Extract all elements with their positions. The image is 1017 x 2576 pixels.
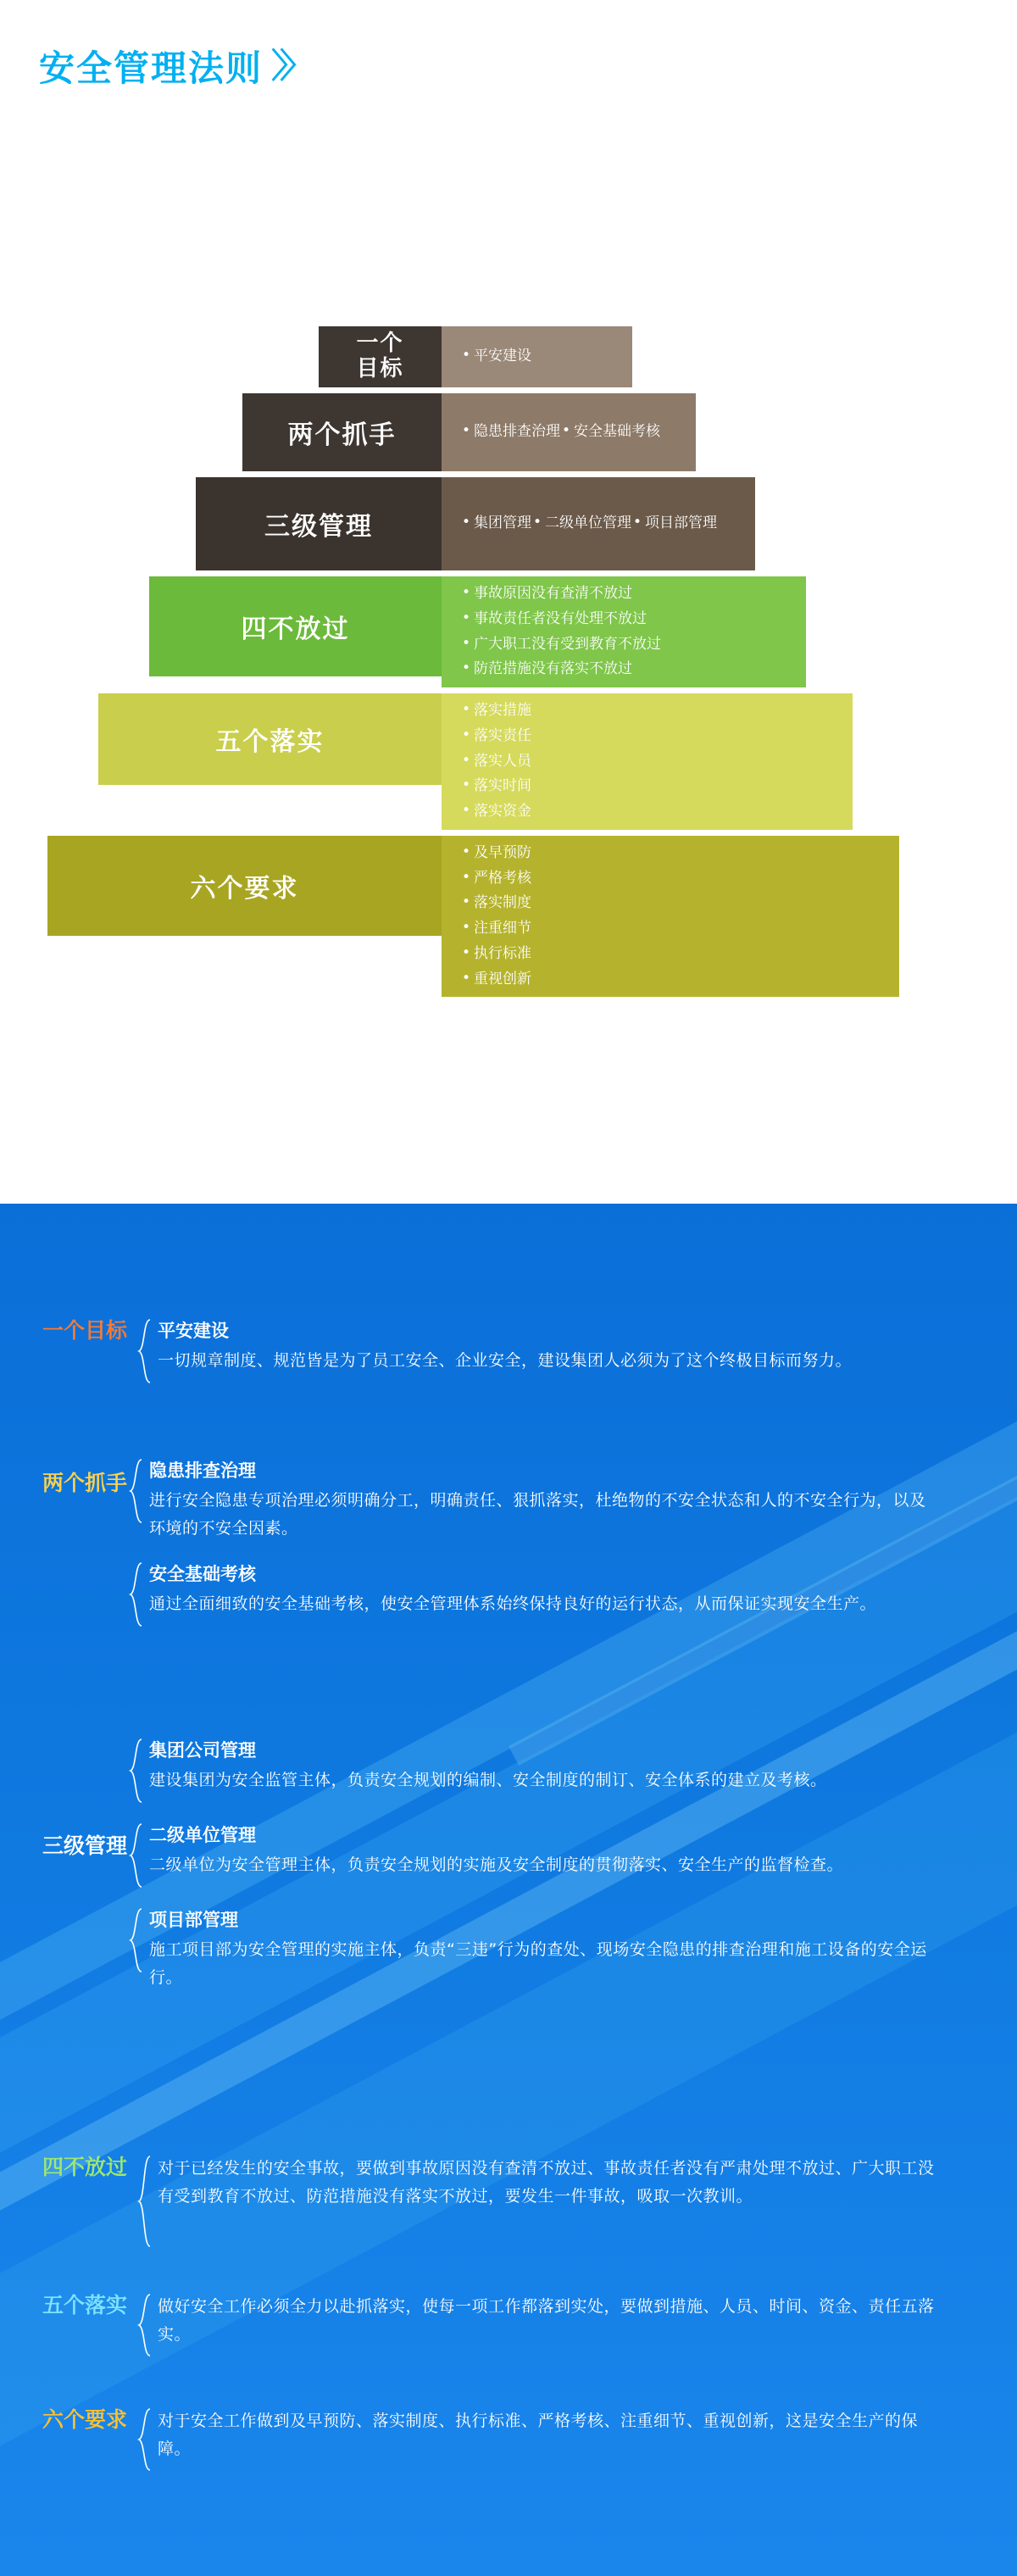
detail-text: 二级单位为安全管理主体，负责安全规划的实施及安全制度的贯彻落实、安全生产的监督检查。 <box>149 1855 844 1874</box>
brace-icon <box>127 1907 146 1973</box>
brace-icon <box>136 1318 154 1384</box>
detail-two-handles <box>0 1458 1017 1646</box>
pyramid-row-label <box>319 326 442 387</box>
detail-body <box>154 2293 946 2350</box>
detail-body <box>154 1318 852 1375</box>
list-item: • 执行标准 <box>460 942 671 967</box>
brace-icon <box>127 1561 146 1627</box>
list-item: • 注重细节 <box>460 916 671 942</box>
detail-body <box>146 1907 937 1992</box>
detail-text: 一切规章制度、规范皆是为了员工安全、企业安全，建设集团人必须为了这个终极目标而努力。 <box>158 1350 853 1370</box>
list-item: • 集团管理 <box>460 511 531 537</box>
list-item: • 及早预防 <box>460 841 671 866</box>
pyramid-row <box>319 326 1017 387</box>
detail-title: 项目部管理 <box>149 1910 238 1930</box>
detail-text: 对于安全工作做到及早预防、落实制度、执行标准、严格考核、注重细节、重视创新，这是安全生产的保障。 <box>158 2412 919 2459</box>
list-item: • 落实时间 <box>460 774 661 799</box>
brace-icon <box>136 2293 154 2357</box>
detail-key: 四不放过 <box>42 2155 127 2179</box>
detail-subitem <box>0 1822 1017 1889</box>
pyramid-row <box>149 576 1017 687</box>
detail-key: 五个落实 <box>42 2293 127 2317</box>
list-item: • 安全基础考核 <box>560 420 660 445</box>
detail-body <box>154 2155 946 2212</box>
detail-title: 平安建设 <box>158 1321 229 1341</box>
pyramid-row-items <box>442 326 632 387</box>
pyramid-row <box>196 477 1017 570</box>
pyramid-row <box>242 393 1017 471</box>
page-title-text: 安全管理法则 <box>39 47 264 89</box>
pyramid-row <box>98 693 1017 830</box>
detail-subitem <box>0 1738 1017 1804</box>
detail-text: 进行安全隐患专项治理必须明确分工，明确责任、狠抓落实，杜绝物的不安全状态和人的不安全行为，以及环境的不安全因素。 <box>149 1490 926 1538</box>
detail-title: 隐患排查治理 <box>149 1460 256 1481</box>
list-item: • 落实资金 <box>460 799 661 825</box>
list-item: • 事故责任者没有处理不放过 <box>460 607 647 632</box>
detail-three-levels <box>0 1738 1017 2011</box>
brace-icon <box>136 2407 154 2472</box>
list-item: • 二级单位管理 <box>531 511 631 537</box>
detail-body <box>146 1561 876 1618</box>
detail-text: 建设集团为安全监管主体，负责安全规划的编制、安全制度的制订、安全体系的建立及考核。 <box>149 1770 827 1789</box>
list-item: • 事故原因没有查清不放过 <box>460 581 632 607</box>
detail-title: 集团公司管理 <box>149 1740 256 1761</box>
detail-key: 六个要求 <box>42 2407 127 2432</box>
list-item: • 防范措施没有落实不放过 <box>460 657 632 682</box>
pyramid-row-label: 六个要求 <box>47 836 442 936</box>
list-item: • 重视创新 <box>460 967 671 993</box>
pyramid-row-items <box>442 477 755 570</box>
pyramid-row-label-line2: 目标 <box>356 356 404 381</box>
detail-text: 施工项目部为安全管理的实施主体，负责“三违”行为的查处、现场安全隐患的排查治理和施工设备的安全运行。 <box>149 1939 927 1987</box>
brace-icon <box>136 2155 154 2248</box>
list-item: • 项目部管理 <box>631 511 717 537</box>
list-item: • 落实责任 <box>460 724 661 749</box>
detail-four-no-pass <box>0 2155 946 2248</box>
detail-five-implement <box>0 2293 946 2357</box>
pyramid-row-items <box>442 576 806 687</box>
pyramid-section <box>0 0 1017 1204</box>
detail-key: 一个目标 <box>42 1318 127 1343</box>
pyramid-diagram <box>0 326 1017 1003</box>
detail-body <box>154 2407 946 2464</box>
pyramid-row-label-line1: 一个 <box>356 331 404 357</box>
detail-title: 安全基础考核 <box>149 1564 256 1584</box>
list-item: • 落实制度 <box>460 891 671 916</box>
detail-subitem <box>0 1561 1017 1627</box>
detail-key: 两个抓手 <box>42 1471 127 1495</box>
detail-subitem <box>0 1458 1017 1543</box>
details-section <box>0 1204 1017 2576</box>
detail-body <box>146 1458 937 1543</box>
brace-icon <box>127 1738 146 1804</box>
pyramid-row <box>47 836 1017 998</box>
list-item: • 落实人员 <box>460 749 661 775</box>
detail-text: 做好安全工作必须全力以赴抓落实，使每一项工作都落到实处，要做到措施、人员、时间、资金、责任五落实。 <box>158 2297 935 2345</box>
detail-subitem <box>0 1907 1017 1992</box>
detail-six-requirements <box>0 2407 946 2472</box>
pyramid-row-items <box>442 393 696 471</box>
page-title <box>39 41 305 92</box>
list-item: • 平安建设 <box>460 344 531 370</box>
detail-body <box>146 1738 827 1794</box>
detail-key: 三级管理 <box>42 1833 127 1858</box>
list-item: • 隐患排查治理 <box>460 420 560 445</box>
pyramid-row-label: 两个抓手 <box>242 393 442 471</box>
chevron-right-icon: 〉〉 <box>271 47 306 85</box>
list-item: • 严格考核 <box>460 866 671 892</box>
list-item: • 落实措施 <box>460 698 661 724</box>
detail-text: 对于已经发生的安全事故，要做到事故原因没有查清不放过、事故责任者没有严肃处理不放过、广大职工没有受到教育不放过、防范措施没有落实不放过，要发生一件事故，吸取一次教训。 <box>158 2159 935 2206</box>
pyramid-row-label: 五个落实 <box>98 693 442 785</box>
pyramid-row-items <box>442 836 899 998</box>
detail-title: 二级单位管理 <box>149 1825 256 1845</box>
detail-body <box>146 1822 843 1879</box>
detail-text: 通过全面细致的安全基础考核，使安全管理体系始终保持良好的运行状态，从而保证实现安全生产。 <box>149 1594 877 1613</box>
detail-one-goal <box>0 1318 852 1384</box>
list-item: • 广大职工没有受到教育不放过 <box>460 632 661 658</box>
pyramid-row-items <box>442 693 853 830</box>
pyramid-row-label: 三级管理 <box>196 477 442 570</box>
pyramid-row-label: 四不放过 <box>149 576 442 676</box>
